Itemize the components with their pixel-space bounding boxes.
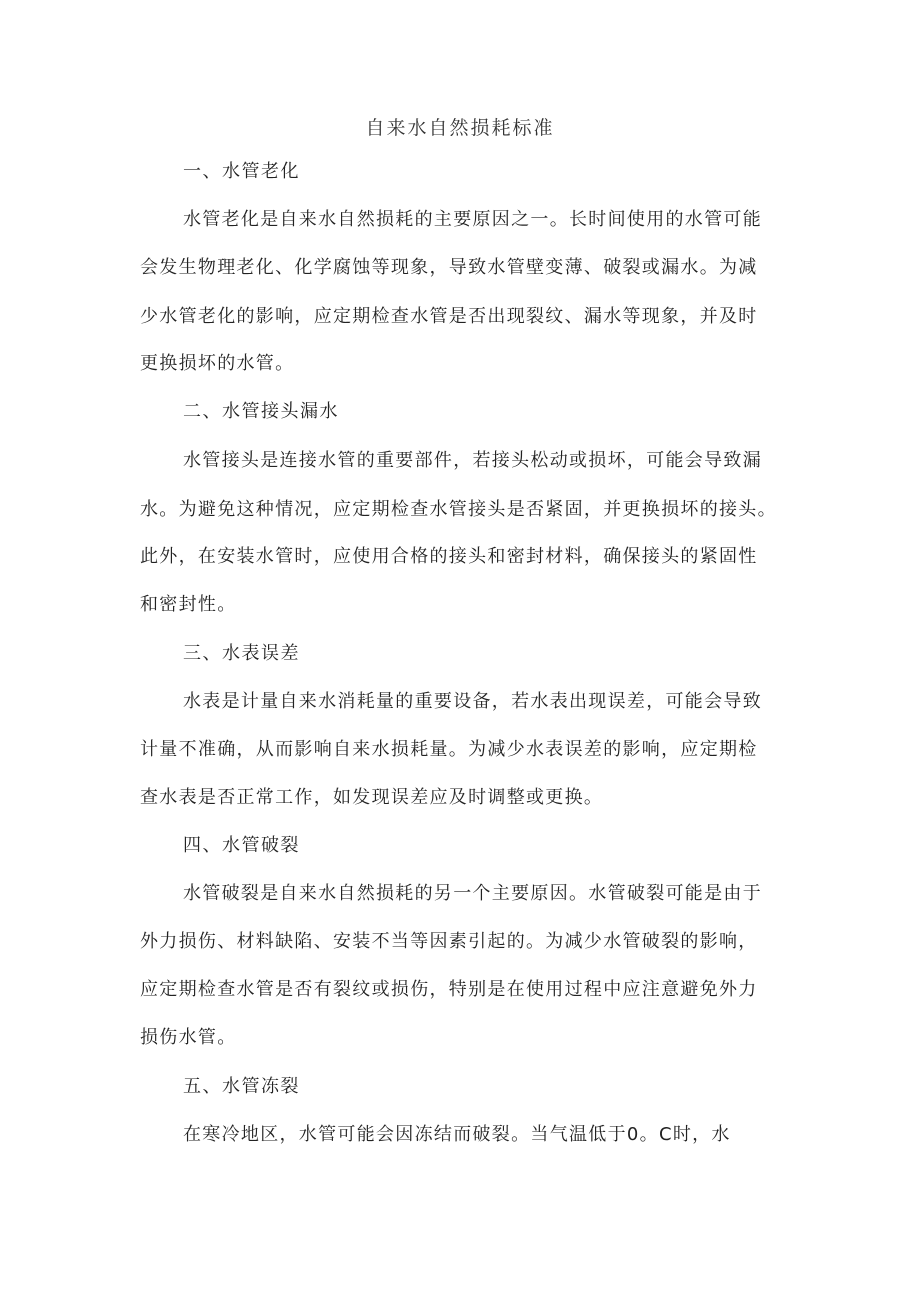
- paragraph-line: 应定期检查水管是否有裂纹或损伤，特别是在使用过程中应注意避免外力: [140, 979, 758, 1000]
- paragraph-line: 此外，在安装水管时，应使用合格的接头和密封材料，确保接头的紧固性: [140, 546, 758, 567]
- paragraph-line: 查水表是否正常工作，如发现误差应及时调整或更换。: [140, 787, 604, 808]
- document-title: 自来水自然损耗标准: [365, 117, 555, 139]
- section-heading: 三、水表误差: [183, 643, 300, 664]
- paragraph-line: 更换损坏的水管。: [140, 353, 295, 374]
- paragraph-line: 和密封性。: [140, 594, 237, 615]
- paragraph-line: 水。为避免这种情况，应定期检查水管接头是否紧固，并更换损坏的接头。: [140, 499, 777, 520]
- paragraph-line: 水管破裂是自来水自然损耗的另一个主要原因。水管破裂可能是由于: [183, 883, 762, 904]
- paragraph-line: 外力损伤、材料缺陷、安装不当等因素引起的。为减少水管破裂的影响，: [140, 931, 758, 952]
- paragraph-line: 在寒冷地区，水管可能会因冻结而破裂。当气温低于0。C时，水: [183, 1124, 731, 1145]
- paragraph-line: 会发生物理老化、化学腐蚀等现象，导致水管壁变薄、破裂或漏水。为减: [140, 257, 758, 278]
- section-heading: 一、水管老化: [183, 161, 300, 182]
- paragraph-line: 少水管老化的影响，应定期检查水管是否出现裂纹、漏水等现象，并及时: [140, 306, 758, 327]
- paragraph-line: 水管老化是自来水自然损耗的主要原因之一。长时间使用的水管可能: [183, 209, 762, 230]
- section-heading: 五、水管冻裂: [183, 1076, 300, 1097]
- paragraph-line: 损伤水管。: [140, 1027, 237, 1048]
- paragraph-line: 计量不准确，从而影响自来水损耗量。为减少水表误差的影响，应定期检: [140, 739, 758, 760]
- section-heading: 二、水管接头漏水: [183, 401, 339, 422]
- paragraph-line: 水管接头是连接水管的重要部件，若接头松动或损坏，可能会导致漏: [183, 450, 762, 471]
- paragraph-line: 水表是计量自来水消耗量的重要设备，若水表出现误差，可能会导致: [183, 691, 762, 712]
- section-heading: 四、水管破裂: [183, 835, 300, 856]
